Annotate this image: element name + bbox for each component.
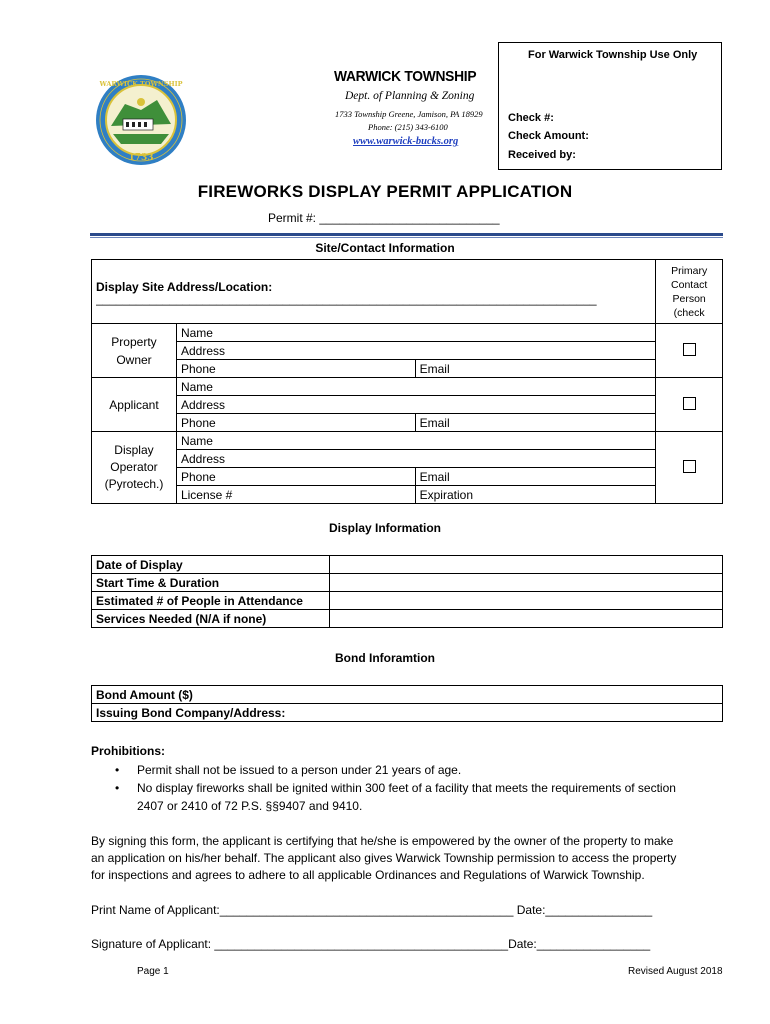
prohibition-item-2: No display fireworks shall be ignited within 300 feet of a facility that meets the requirements of section	[137, 781, 676, 795]
prohibition-item-2-cont: 2407 or 2410 of 72 P.S. §§9407 and 9410.	[137, 799, 363, 813]
township-phone: Phone: (215) 343-6100	[368, 122, 448, 132]
site-address-cell[interactable]	[92, 260, 656, 324]
operator-expiration-field[interactable]: Expiration	[415, 486, 656, 504]
site-contact-heading: Site/Contact Information	[315, 241, 455, 255]
certification-line-2: an application on his/her behalf. The applicant also gives Warwick Township permission to access the property	[91, 851, 677, 865]
owner-address-field[interactable]: Address	[176, 342, 655, 360]
permit-number-label: Permit #:	[268, 211, 317, 225]
received-by-label: Received by:	[508, 149, 576, 161]
display-info-heading: Display Information	[328, 521, 441, 535]
bond-company-field[interactable]: Issuing Bond Company/Address:	[92, 704, 723, 722]
date-of-display-field[interactable]	[329, 556, 722, 574]
print-name-label: Print Name of Applicant:	[91, 903, 220, 917]
permit-number-line	[268, 211, 500, 225]
signature-label: Signature of Applicant:	[91, 937, 215, 951]
header-rule	[90, 233, 723, 236]
department-name: Dept. of Planning & Zoning	[345, 90, 475, 102]
owner-phone-field[interactable]: Phone	[176, 360, 415, 378]
owner-email-field[interactable]: Email	[415, 360, 656, 378]
prohibition-bullet-icon: •	[115, 763, 120, 777]
township-address: 1733 Township Greene, Jamison, PA 18929	[335, 109, 483, 119]
check-amount-label: Check Amount:	[508, 130, 589, 142]
attendance-field[interactable]	[329, 592, 722, 610]
operator-primary-checkbox[interactable]	[656, 432, 723, 504]
township-title: WARWICK TOWNSHIP	[334, 68, 477, 85]
print-name-line	[91, 903, 652, 917]
operator-name-field[interactable]: Name	[176, 432, 655, 450]
date-of-display-label: Date of Display	[92, 556, 330, 574]
page-number: Page 1	[137, 966, 169, 977]
signature-line	[91, 937, 650, 951]
applicant-name-field[interactable]: Name	[176, 378, 655, 396]
applicant-primary-checkbox[interactable]	[656, 378, 723, 432]
form-title: FIREWORKS DISPLAY PERMIT APPLICATION	[197, 182, 573, 201]
owner-primary-checkbox[interactable]	[656, 324, 723, 378]
header-rule-thin	[90, 237, 723, 238]
signature-date-blank[interactable]: _________________	[536, 937, 651, 951]
services-needed-label: Services Needed (N/A if none)	[92, 610, 330, 628]
site-address-blank[interactable]: ___________________________________________________________________________	[96, 292, 597, 306]
office-use-box	[498, 42, 722, 170]
operator-phone-field[interactable]: Phone	[176, 468, 415, 486]
owner-name-field[interactable]: Name	[176, 324, 655, 342]
office-use-title: For Warwick Township Use Only	[528, 49, 698, 61]
bond-info-heading: Bond Inforamtion	[335, 651, 435, 665]
applicant-phone-field[interactable]: Phone	[176, 414, 415, 432]
property-owner-label: Property Owner	[92, 324, 177, 378]
bond-amount-field[interactable]: Bond Amount ($)	[92, 686, 723, 704]
certification-line-1: By signing this form, the applicant is certifying that he/she is empowered by the owner of the property to make	[91, 834, 674, 848]
display-info-table	[91, 555, 723, 628]
print-date-blank[interactable]: ________________	[545, 903, 653, 917]
site-address-label: Display Site Address/Location:	[96, 280, 273, 294]
certification-line-3: for inspections and agrees to adhere to all applicable Ordinances and Regulations of Warwick Township.	[91, 868, 645, 882]
seal-year: 1733	[128, 153, 154, 163]
print-name-blank[interactable]: ____________________________________________	[219, 903, 514, 917]
signature-blank[interactable]: ____________________________________________	[214, 937, 509, 951]
applicant-email-field[interactable]: Email	[415, 414, 656, 432]
prohibition-bullet-icon: •	[115, 781, 120, 795]
prohibition-item-1: Permit shall not be issued to a person under 21 years of age.	[137, 763, 462, 777]
check-number-label: Check #:	[508, 112, 554, 124]
primary-contact-header: Primary Contact Person (check	[656, 260, 723, 324]
services-needed-field[interactable]	[329, 610, 722, 628]
applicant-label: Applicant	[92, 378, 177, 432]
bond-info-table	[91, 685, 723, 722]
signature-date-label: Date:	[508, 937, 537, 951]
attendance-label: Estimated # of People in Attendance	[92, 592, 330, 610]
operator-email-field[interactable]: Email	[415, 468, 656, 486]
site-contact-table	[91, 259, 723, 504]
operator-license-field[interactable]: License #	[176, 486, 415, 504]
permit-number-blank[interactable]: ___________________________	[319, 211, 500, 225]
revised-date: Revised August 2018	[628, 966, 723, 977]
township-website-link[interactable]: www.warwick-bucks.org	[353, 136, 459, 147]
start-time-label: Start Time & Duration	[92, 574, 330, 592]
seal-text: WARWICK TOWNSHIP	[99, 80, 183, 88]
start-time-field[interactable]	[329, 574, 722, 592]
applicant-address-field[interactable]: Address	[176, 396, 655, 414]
print-date-label: Date:	[513, 903, 546, 917]
township-seal-icon	[95, 74, 187, 166]
operator-address-field[interactable]: Address	[176, 450, 655, 468]
display-operator-label: Display Operator (Pyrotech.)	[92, 432, 177, 504]
prohibitions-heading: Prohibitions:	[91, 744, 165, 758]
